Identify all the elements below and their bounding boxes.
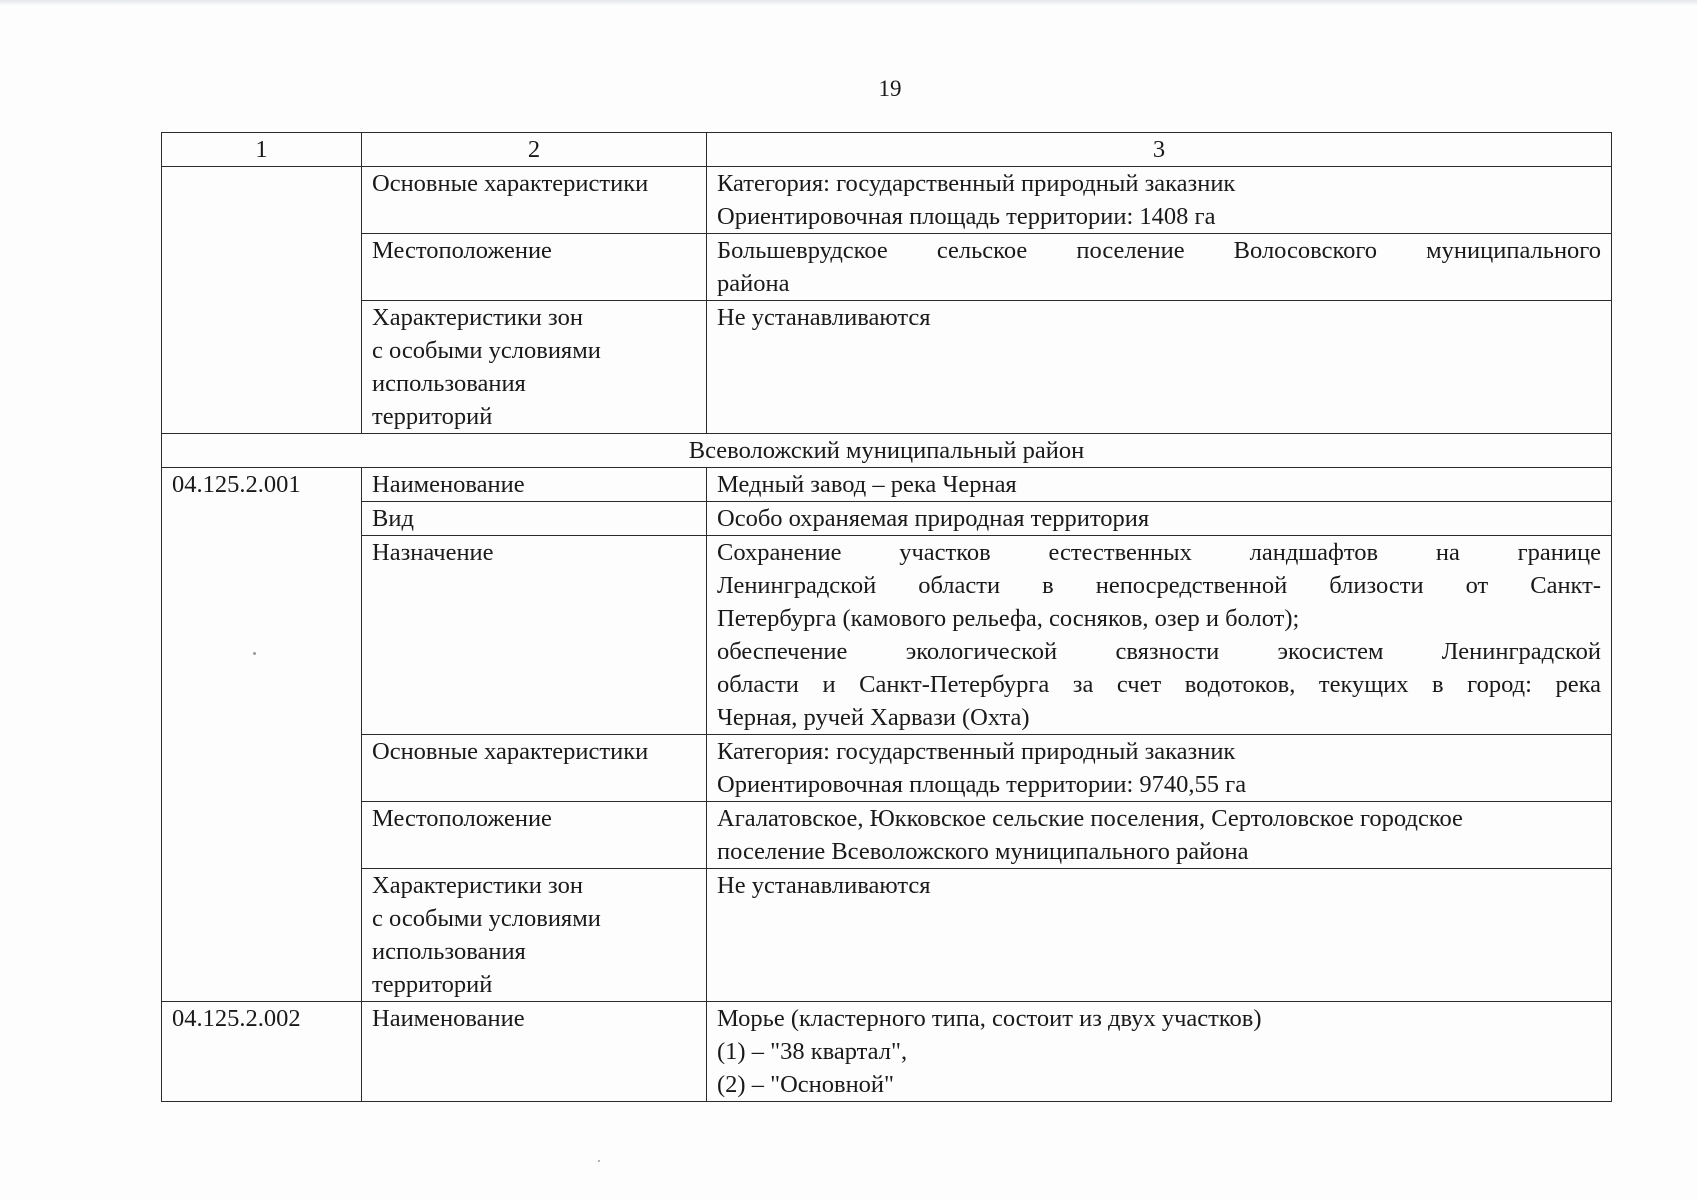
label-line: использования <box>372 370 526 397</box>
table-row <box>162 735 1612 802</box>
value-line: Петербурга (камового рельефа, сосняков, озер и болот); <box>717 605 1300 632</box>
table-row <box>162 301 1612 434</box>
row-label <box>362 301 707 434</box>
row-value <box>707 234 1612 301</box>
scan-edge <box>0 0 1697 6</box>
row-label: Вид <box>362 502 707 536</box>
row-value: Не устанавливаются <box>707 301 1612 434</box>
scan-speck <box>253 652 256 655</box>
row-value: Не устанавливаются <box>707 869 1612 1002</box>
value-line: обеспечение экологической связности экосистем Ленинградской <box>717 638 1601 665</box>
value-line: Черная, ручей Харвази (Охта) <box>717 704 1030 731</box>
value-line: поселение Всеволожского муниципального района <box>717 838 1249 865</box>
value-line: Ориентировочная площадь территории: 9740,55 га <box>717 771 1247 798</box>
value-line: района <box>717 270 790 297</box>
row-label: Назначение <box>362 536 707 735</box>
code-cell-empty <box>162 167 362 434</box>
label-line: использования <box>372 938 526 965</box>
value-line: области и Санкт-Петербурга за счет водотоков, текущих в город: река <box>717 671 1601 698</box>
value-line: Категория: государственный природный заказник <box>717 738 1236 765</box>
label-line: с особыми условиями <box>372 337 601 364</box>
row-label: Основные характеристики <box>362 735 707 802</box>
label-line: Характеристики зон <box>372 304 583 331</box>
header-col-2: 2 <box>362 133 707 167</box>
value-line: (2) – "Основной" <box>717 1071 895 1098</box>
row-value: Медный завод – река Черная <box>707 468 1612 502</box>
row-label <box>362 869 707 1002</box>
value-line: Ленинградской области в непосредственной близости от Санкт- <box>717 572 1601 599</box>
table-header-row <box>162 133 1612 167</box>
table-row <box>162 468 1612 502</box>
label-line: Характеристики зон <box>372 872 583 899</box>
territory-table <box>161 132 1612 1102</box>
row-value <box>707 735 1612 802</box>
row-label: Местоположение <box>362 234 707 301</box>
value-line: Категория: государственный природный заказник <box>717 170 1236 197</box>
table-row <box>162 536 1612 735</box>
value-line: Большеврудское сельское поселение Волосовского муниципального <box>717 237 1601 264</box>
table-row <box>162 167 1612 234</box>
value-line: Агалатовское, Юкковское сельские поселения, Сертоловское городское <box>717 805 1463 832</box>
value-line: Морье (кластерного типа, состоит из двух участков) <box>717 1005 1262 1032</box>
table-row <box>162 502 1612 536</box>
label-line: территорий <box>372 971 493 998</box>
row-value <box>707 802 1612 869</box>
row-value: Особо охраняемая природная территория <box>707 502 1612 536</box>
row-label: Основные характеристики <box>362 167 707 234</box>
section-title: Всеволожский муниципальный район <box>162 434 1612 468</box>
row-value <box>707 1002 1612 1102</box>
scan-speck <box>598 1160 600 1162</box>
page-number: 19 <box>878 76 902 101</box>
value-line: Ориентировочная площадь территории: 1408 га <box>717 203 1216 230</box>
table-row <box>162 234 1612 301</box>
row-label: Наименование <box>362 468 707 502</box>
header-col-3: 3 <box>707 133 1612 167</box>
table-row <box>162 802 1612 869</box>
row-value <box>707 167 1612 234</box>
row-value <box>707 536 1612 735</box>
record-code: 04.125.2.002 <box>162 1002 362 1102</box>
value-line: (1) – "38 квартал", <box>717 1038 908 1065</box>
table-row <box>162 869 1612 1002</box>
table-row <box>162 1002 1612 1102</box>
label-line: с особыми условиями <box>372 905 601 932</box>
row-label: Наименование <box>362 1002 707 1102</box>
row-label: Местоположение <box>362 802 707 869</box>
value-line: Сохранение участков естественных ландшафтов на границе <box>717 539 1601 566</box>
header-col-1: 1 <box>162 133 362 167</box>
label-line: территорий <box>372 403 493 430</box>
record-code: 04.125.2.001 <box>162 468 362 1002</box>
section-row <box>162 434 1612 468</box>
